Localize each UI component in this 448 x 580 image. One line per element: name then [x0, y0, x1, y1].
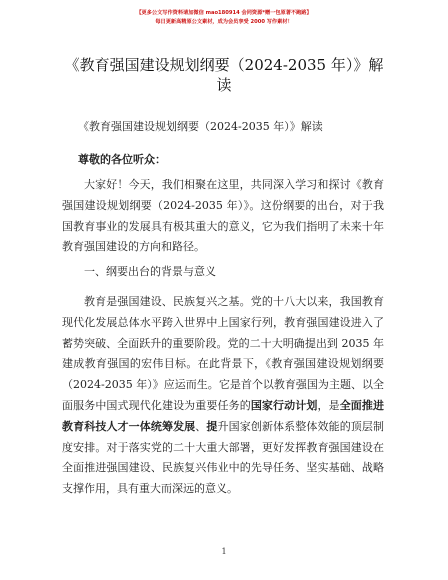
promo-banner-line1: 【更多公文写作资料请加微信 mao180914 会同资源*赠一包原著不跑路】 — [136, 10, 312, 16]
page-number: 1 — [221, 547, 227, 556]
paragraph-background-text-3: 、 — [195, 419, 207, 433]
section-heading-background: 一、纲要出台的背景与意义 — [84, 265, 216, 278]
bold-raise: 提 — [206, 419, 218, 433]
document-title: 《教育强国建设规划纲要（2024-2035 年）》解读 — [64, 56, 384, 94]
promo-banner — [90, 9, 358, 26]
document-subtitle: 《教育强国建设规划纲要（2024-2035 年）》解读 — [78, 120, 323, 133]
paragraph-intro: 大家好！今天，我们相聚在这里，共同深入学习和探讨《教育强国建设规划纲要（2024-2035 年）》。这份纲要的出台，对于我国教育事业的发展具有极其重大的意义，它为我们指明了未来十年教育强国建设的方向和路径。 — [62, 178, 384, 254]
paragraph-background — [62, 292, 384, 500]
bold-integrated-development: 全面推进教育科技人才一体统筹发展 — [62, 398, 385, 433]
paragraph-background-text-2: ，是 — [317, 398, 340, 412]
salutation: 尊敬的各位听众： — [78, 153, 166, 166]
paragraph-background-text-1: 教育是强国建设、民族复兴之基。党的十八大以来，我国教育现代化发展总体水平跨入世界中上国家行列，教育强国建设进入了蓄势突破、全面跃升的重要阶段。党的二十大明确提出到 2035 年建成教育强国的宏伟目标。在此背景下，《教育强国建设规划纲要（2024-2035 年）》应运而生。它是首个以教育强国为主题、以全面服务中国式现代化建设为重要任务的 — [62, 295, 384, 412]
paragraph-background-text-4: 升国家创新体系整体效能的顶层制度安排。对于落实党的二十大重大部署，更好发挥教育强国建设在全面推进强国建设、民族复兴伟业中的先导任务、坚实基础、战略支撑作用，具有重大而深远的意义。 — [62, 419, 385, 496]
bold-national-action-plan: 国家行动计划 — [250, 398, 318, 412]
promo-banner-line2: 每日更新高精原公文素材，成为会员享受 2000 写作素材！ — [155, 19, 293, 25]
